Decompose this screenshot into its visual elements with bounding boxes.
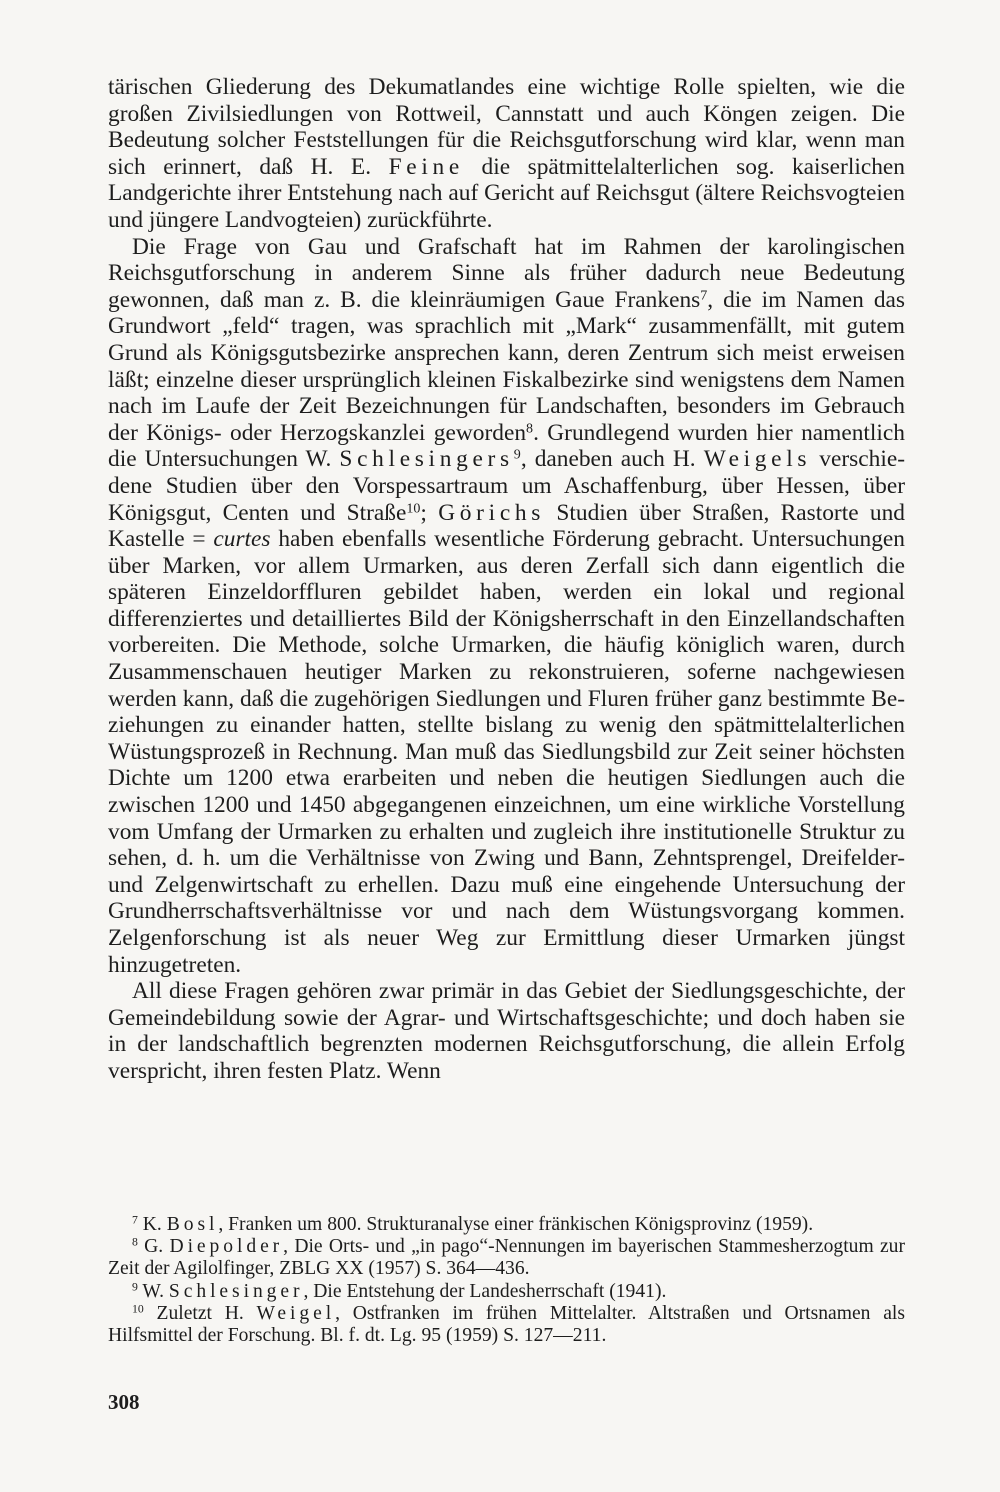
paragraph-siedlungsgeschichte [108, 978, 905, 1084]
latin-term: curtes [213, 526, 271, 553]
footnote-ref: 7 [700, 287, 708, 304]
text-run: , die im Namen das Grundwort „feld“ tragen, was sprachlich mit „Mark“ zusammenfällt, mit gutem Grund als Königsgutsbezirke ansprechen kann, deren Zentrum sich meist erweisen läßt; einzelne dieser ursprünglich kleinen Fiskalbezirke sind wenigstens dem Namen nach im Laufe der Zeit Bezeichnungen für Landschaften, besonders im Gebrauch der Königs- oder Herzogskanzlei geworden [108, 286, 906, 446]
text-run: verschiedene Studien über den Vorspessartraum um Aschaffenburg, über Hessen, über Königsgut, Centen und Straße [108, 446, 905, 526]
author-name: Schlesinger [168, 1280, 304, 1302]
text-run: Zuletzt H. [143, 1302, 257, 1324]
text-run: . Grundlegend wurden hier namentlich die Untersuchungen W. [108, 419, 906, 473]
paragraph-continuation [108, 74, 905, 234]
main-text [108, 74, 905, 1085]
footnote-ref: 7 [132, 1213, 138, 1227]
page-number: 308 [108, 1390, 140, 1414]
text-run: , daneben auch H. [520, 446, 704, 473]
author-name: Diepolder [169, 1236, 284, 1258]
footnote-ref: 8 [132, 1235, 138, 1249]
footnote-ref: 9 [132, 1280, 138, 1294]
footnote-ref: 9 [513, 446, 521, 463]
text-run: , Die Entstehung der Landesherrschaft (1941). [303, 1280, 667, 1302]
footnotes [108, 1214, 905, 1347]
text-run: K. [137, 1214, 167, 1235]
text-run: , Ostfranken im frühen Mittelalter. Altstraßen und Ortsnamen als Hilfsmittel der Forschung. Bl. f. dt. Lg. 95 (1959) S. 127—211. [108, 1302, 905, 1347]
author-name: Bosl [166, 1214, 219, 1235]
footnote-8 [108, 1236, 905, 1280]
text-run: haben ebenfalls wesentliche Förderung gebracht. Untersuchungen über Marken, vor allem Urmarken, aus deren Zerfall sich dann eigentlich die späteren Einzeldorffluren gebildet haben, werden ein lokal und regional differenziertes und detailliertes Bild der Königsherrschaft in den Einzellandschaften vorbereiten. Die Methode, solche Urmarken, die häufig königlich waren, durch Zusammenschauen heutiger Marken zu rekonstruieren, soferne nachgewiesen werden kann, daß die zugehörigen Siedlungen und Fluren früher ganz bestimmte Beziehungen zu einander hatten, stellte bislang zu wenig den spätmittelalterlichen Wüstungsprozeß in Rechnung. Man muß das Siedlungsbild zur Zeit seiner höchsten Dichte um 1200 etwa erarbeiten und neben die heutigen Siedlungen auch die zwischen 1200 und 1450 abgegangenen einzeichnen, um eine wirkliche Vorstellung vom Umfang der Urmarken zu erhalten und zugleich ihre institutionelle Struktur zu sehen, d. h. um die Verhältnisse von Zwing und Bann, Zehntsprengel, Dreifelder- und Zelgenwirtschaft zu erhellen. Dazu muß eine eingehende Untersuchung der Grundherrschaftsverhältnisse vor und nach dem Wüstungsvorgang kommen. Zelgenforschung ist als neuer Weg zur Ermittlung dieser Urmarken jüngst hinzugetreten. [108, 526, 905, 978]
text-run: All diese Fragen gehören zwar primär in das Gebiet der Siedlungsgeschichte, der Gemeindebildung sowie der Agrar- und Wirtschaftsgeschichte; und doch haben sie in der landschaftlich begrenzten modernen Reichsgutforschung, die allein Erfolg verspricht, ihren festen Platz. Wenn [108, 978, 905, 1084]
author-name: Weigels [703, 446, 812, 473]
text-run: ; [420, 499, 439, 526]
author-name: Görichs [438, 499, 546, 526]
text-run: die spätmittelalterlichen sog. kaiserlichen Landgerichte ihrer Entstehung nach auf Gericht auf Reichsgut (ältere Reichsvogteien und jüngere Landvogteien) zurückführte. [108, 153, 905, 233]
footnote-10 [108, 1303, 905, 1347]
text-run: , Die Orts- und „in pago“-Nennungen im bayerischen Stammesherzogtum zur Zeit der Agilolfinger, ZBLG XX (1957) S. 364—436. [108, 1236, 905, 1280]
text-run: W. [137, 1280, 169, 1302]
text-run: G. [137, 1236, 170, 1258]
text-run: Die Frage von Gau und Grafschaft hat im Rahmen der karolingischen Reichsgutforschung in anderem Sinne als früher dadurch neue Bedeutung gewonnen, daß man z. B. die kleinräumigen Gaue Frankens [108, 233, 905, 313]
footnote-ref: 10 [406, 499, 421, 516]
paragraph-gau-grafschaft [108, 234, 905, 979]
author-name: Weigel [256, 1302, 336, 1324]
author-name: Feine [388, 153, 464, 180]
footnote-ref: 8 [526, 420, 534, 436]
text-run: Studien über Straßen, Rastorte und Kastelle = [108, 499, 905, 553]
footnote-9 [108, 1281, 905, 1303]
text-run: , Franken um 800. Strukturanalyse einer fränkischen Königsprovinz (1959). [218, 1214, 814, 1235]
footnote-ref: 10 [132, 1302, 144, 1316]
author-name: Schlesingers [339, 446, 514, 473]
text-run: tärischen Gliederung des Dekumatlandes eine wichtige Rolle spielten, wie die großen Zivilsiedlungen von Rottweil, Cannstatt und auch Köngen zeigen. Die Bedeutung solcher Feststellungen für die Reichsgutforschung wird klar, wenn man sich erinnert, daß H. E. [108, 74, 905, 180]
footnote-7 [108, 1214, 905, 1236]
